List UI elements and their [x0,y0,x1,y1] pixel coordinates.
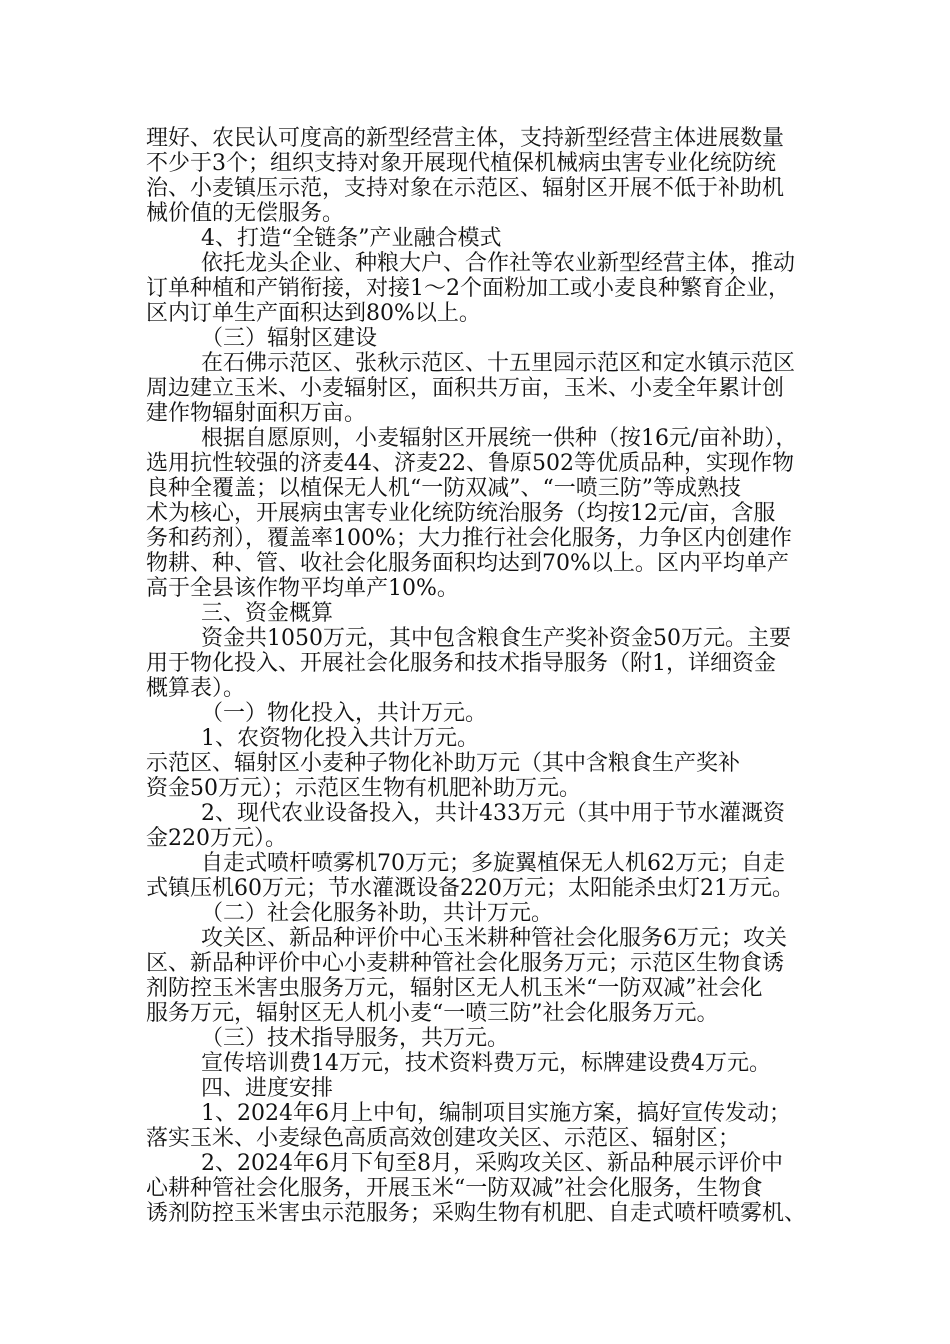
text-line: 周边建立玉米、小麦辐射区，面积共万亩，玉米、小麦全年累计创 [146,376,785,401]
text-line: 在石佛示范区、张秋示范区、十五里园示范区和定水镇示范区 [201,351,796,376]
text-line: 示范区、辐射区小麦种子物化补助万元（其中含粮食生产奖补 [146,751,741,776]
text-line: 服务万元，辐射区无人机小麦“一喷三防”社会化服务万元。 [146,1001,719,1026]
section-heading: 1、农资物化投入共计万元。 [201,726,479,751]
text-line: 理好、农民认可度高的新型经营主体，支持新型经营主体进展数量 [146,126,785,151]
section-heading: 4、打造“全链条”产业融合模式 [201,226,502,251]
text-line: 落实玉米、小麦绿色高质高效创建攻关区、示范区、辐射区； [146,1126,741,1151]
text-line: 高于全县该作物平均单产10%。 [146,576,459,601]
text-line: 物耕、种、管、收社会化服务面积均达到70%以上。区内平均单产 [146,551,789,576]
text-line: 务和药剂），覆盖率100%；大力推行社会化服务，力争区内创建作 [146,526,792,551]
section-heading: （三）技术指导服务，共万元。 [201,1026,510,1051]
section-heading: （三）辐射区建设 [201,326,378,351]
text-line: 依托龙头企业、种粮大户、合作社等农业新型经营主体，推动 [201,251,796,276]
text-line: 械价值的无偿服务。 [146,201,345,226]
text-line: 治、小麦镇压示范，支持对象在示范区、辐射区开展不低于补助机 [146,176,785,201]
text-line: 诱剂防控玉米害虫示范服务；采购生物有机肥、自走式喷杆喷雾机、 [146,1201,807,1226]
section-heading: 四、进度安排 [201,1076,334,1101]
text-line: 良种全覆盖；以植保无人机“一防双减”、“一喷三防”等成熟技 [146,476,741,501]
text-line: 用于物化投入、开展社会化服务和技术指导服务（附1，详细资金 [146,651,776,676]
text-line: 不少于3个；组织支持对象开展现代植保机械病虫害专业化统防统 [146,151,776,176]
text-line: 概算表）。 [146,676,246,701]
text-line: 根据自愿原则，小麦辐射区开展统一供种（按16元/亩补助）， [201,426,798,451]
text-line: 术为核心，开展病虫害专业化统防统治服务（均按12元/亩，含服 [146,501,776,526]
text-line: 1、2024年6月上中旬，编制项目实施方案，搞好宣传发动； [201,1101,791,1126]
text-line: 式镇压机60万元；节水灌溉设备220万元；太阳能杀虫灯21万元。 [146,876,794,901]
text-line: 自走式喷杆喷雾机70万元；多旋翼植保无人机62万元；自走 [201,851,785,876]
text-line: 订单种植和产销衔接，对接1～2个面粉加工或小麦良种繁育企业， [146,276,790,301]
text-line: 区、新品种评价中心小麦耕种管社会化服务万元；示范区生物食诱 [146,951,785,976]
text-line: 心耕种管社会化服务，开展玉米“一防双减”社会化服务，生物食 [146,1176,763,1201]
text-line: 选用抗性较强的济麦44、济麦22、鲁原502等优质品种，实现作物 [146,451,794,476]
text-line: 资金共1050万元，其中包含粮食生产奖补资金50万元。主要 [201,626,791,651]
text-line: 资金50万元）；示范区生物有机肥补助万元。 [146,776,581,801]
text-line: 2、2024年6月下旬至8月，采购攻关区、新品种展示评价中 [201,1151,783,1176]
text-line: 2、现代农业设备投入，共计433万元（其中用于节水灌溉资 [201,801,785,826]
section-heading: 三、资金概算 [201,601,334,626]
text-line: 剂防控玉米害虫服务万元，辐射区无人机玉米“一防双减”社会化 [146,976,763,1001]
text-line: 建作物辐射面积万亩。 [146,401,367,426]
text-line: 宣传培训费14万元，技术资料费万元，标牌建设费4万元。 [201,1051,771,1076]
text-line: 区内订单生产面积达到80%以上。 [146,301,481,326]
section-heading: （一）物化投入，共计万元。 [201,701,488,726]
text-line: 金220万元）。 [146,826,287,851]
text-line: 攻关区、新品种评价中心玉米耕种管社会化服务6万元；攻关 [201,926,787,951]
section-heading: （二）社会化服务补助，共计万元。 [201,901,554,926]
